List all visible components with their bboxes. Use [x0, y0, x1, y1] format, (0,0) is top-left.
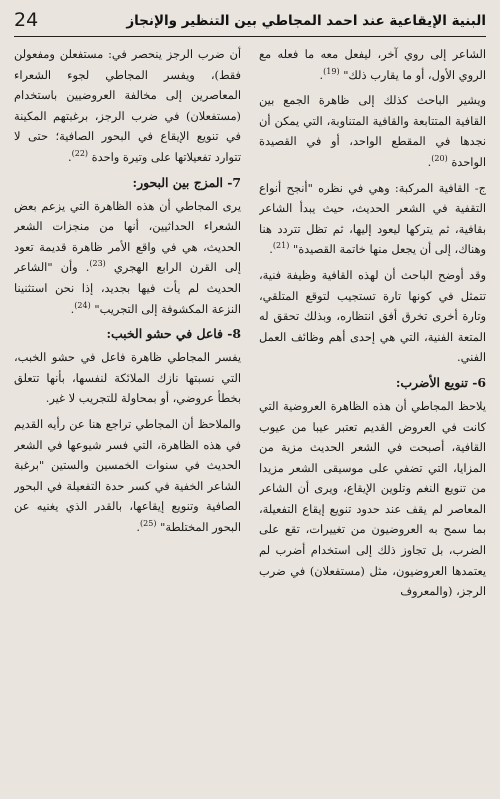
- section-heading: 8- فاعل في حشو الخبب:: [106, 326, 241, 342]
- running-header: [14, 6, 486, 37]
- left-column: [14, 44, 241, 791]
- paragraph: وقد أوضح الباحث أن لهذه القافية وظيفة فنية، تتمثل في كونها تارة تستجيب لتوقع المتلقي، وتارة أخرى تخرق أفق انتظاره، وبذلك تحقق له المتعة الفنية، التي هي إحدى أهم وظائف العمل الفني.: [259, 267, 486, 365]
- running-title: البنية الإيقاعية عند احمد المجاطي بين التنظير والإنجاز: [126, 13, 486, 29]
- two-column-body: [14, 44, 486, 791]
- paragraph: أن ضرب الرجز ينحصر في: مستفعلن ومفعولن فقط)، ويفسر المجاطي لجوء الشعراء المعاصرين إلى مخالفة العروضيين باستخدام (مستفعلان) في ضرب الرجز، برغبتهم المكينة في تنويع الإيقاع في البحور الصافية؛ حتى لا تتوارد تفعيلاتها على وتيرة واحدة $^{(22)}$.: [14, 47, 241, 164]
- footnote-ref[interactable]: (24): [74, 300, 91, 310]
- page-number: 24: [14, 9, 39, 31]
- paragraph: ويشير الباحث كذلك إلى ظاهرة الجمع بين القافية المتتابعة والقافية المتناوبة، التي يمكن أن نجدها في المقطع الواحد، أو في القصيدة الواحدة $^{(20)}$.: [259, 93, 486, 169]
- paragraph: ج- القافية المركبة: وهي في نظره "أنجح أنواع التقفية في الشعر الحديث، حيث يبدأ الشاعر بقافية، ثم يتركها ليعود إليها، ثم تظل تتردد هنا وهناك، إلى أن يجعل منها خاتمة القصيدة" $^{(21)}$.: [259, 180, 486, 257]
- right-column: [259, 44, 486, 791]
- paragraph: يفسر المجاطي ظاهرة فاعل في حشو الخبب، التي نسبتها نازك الملائكة لنفسها، بأنها تتعلق بخطأ عروضي، أو بمحاولة للتجريب لا غير.: [14, 350, 241, 406]
- paragraph: والملاحظ أن المجاطي تراجع هنا عن رأيه القديم في هذه الظاهرة، التي فسر شيوعها في الشعر الحديث في سنوات الخمسين والستين "برغبة الشاعر الخفية في كسر حدة التفعيلة في البحور الصافية وتنويع إيقاعها، بالقدر الذي يغنيه عن البحور المختلطة" $^{(25)}$.: [14, 416, 241, 534]
- footnote-ref[interactable]: (21): [272, 241, 290, 251]
- footnote-ref[interactable]: (22): [71, 149, 89, 159]
- section-heading: 6- تنويع الأضرب:: [395, 374, 486, 390]
- paragraph: يلاحظ المجاطي أن هذه الظاهرة العروضية التي كانت في العروض القديم تعتبر عيبا من عيوب القافية، أصبحت في الشعر الحديث مزية من المزايا، التي تضفي على موسيقى الشعر مزيدا من تنويع النغم وتلوين الإيقاع، ويرى أن الشاعر المعاصر لم يقف عند حدود تنويع إيقاع التفعيلة، بما سمح به العروضيون من تغييرات، تقع على الضرب، بل تجاوز ذلك إلى استخدام أضرب لم يعتمدها العروضيون، مثل (مستفعلان) في ضرب الرجز، (والمعروف: [259, 398, 486, 599]
- paragraph: الشاعر إلى روي آخر، ليفعل معه ما فعله مع الروي الأول، أو ما يقارب ذلك" $^{(19)}$.: [259, 47, 486, 82]
- footnote-ref[interactable]: (19): [323, 66, 340, 76]
- footnote-ref[interactable]: (20): [431, 154, 448, 164]
- section-heading: 7- المزج بين البحور:: [132, 174, 241, 190]
- footnote-ref[interactable]: (25): [140, 519, 157, 529]
- paragraph: يرى المجاطي أن هذه الظاهرة التي يزعم بعض الشعراء الحداثيين، أنها من منجزات الشعر الحديث، هي في واقع الأمر ظاهرة قديمة تعود إلى القرن الرابع الهجري $^{(23)}$. وأن "الشاعر الحديث لم يأت فيها بجديد، إذا نحن استثنينا النزعة المكشوفة إلى التجريب" $^{(24)}$.: [14, 198, 241, 316]
- footnote-ref[interactable]: (23): [89, 259, 106, 269]
